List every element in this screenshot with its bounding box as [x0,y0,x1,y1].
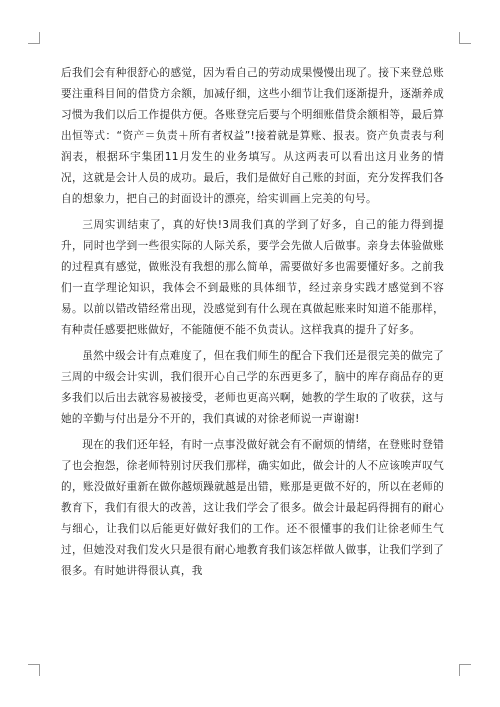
crop-mark-top-right [459,32,471,44]
paragraph-continuation: 后我们会有种很舒心的感觉，因为看自己的劳动成果慢慢出现了。接下来登总账要注重科目间的借贷方余额，加减仔细，这些小细节让我们逐渐提升，逐渐养成习惯为我们以后工作提供方便。各账登完后要与个明细账借贷余额相等，最后算出恒等式：“资产＝负责＋所有者权益”!接着就是算账、报表。资产负责表与利润表，根据环宇集团11月发生的业务填写。从这两表可以看出这月业务的情况，这就是会计人员的成功。最后，我们是做好自己账的封面，充分发挥我们各自的想象力，把自己的封面设计的漂亮，给实训画上完美的句号。 [61,67,444,205]
document-body [61,63,444,587]
crop-mark-bottom-right [459,664,471,676]
paragraph-intermediate-accounting: 虽然中级会计有点难度了，但在我们师生的配合下我们还是很完美的做完了三周的中级会计实训，我们很开心自己学的东西更多了，脑中的库存商品存的更多我们以后出去就容易被接受，老师也更高兴啊，她教的学生取的了收获，这与她的辛勤与付出是分不开的，我们真诚的对徐老师说一声谢谢! [61,350,444,425]
paragraph-young-attitude: 现在的我们还年轻，有时一点事没做好就会有不耐烦的情绪，在登账时登错了也会抱怨，徐老师特别讨厌我们那样，确实如此，做会计的人不应该唉声叹气的，账没做好重新在做你越烦躁就越是出错，账那是更做不好的，所以在老师的教育下，我们有很大的改善，这让我们学会了很多。做会计最起码得拥有的耐心与细心，让我们以后能更好做好我们的工作。还不很懂事的我们让徐老师生气过，但她没对我们发火只是很有耐心地教育我们该怎样做人做事，让我们学到了很多。有时她讲得很认真，我 [61,439,444,577]
crop-mark-bottom-left [28,664,40,676]
crop-mark-top-left [28,32,40,44]
paragraph-three-weeks: 三周实训结束了，真的好快!3周我们真的学到了好多，自己的能力得到提升，同时也学到一些很实际的人际关系，要学会先做人后做事。亲身去体验做账的过程真有感觉，做账没有我想的那么简单，需要做好多也需要懂好多。之前我们一直学理论知识，我体会不到最账的具体细节，经过亲身实践才感觉到不容易。以前以错改错经常出现，没感觉到有什么现在真做起账来时知道不能那样，有种责任感要把账做好，不能随便不能不负责认。这样我真的提升了好多。 [61,219,444,336]
